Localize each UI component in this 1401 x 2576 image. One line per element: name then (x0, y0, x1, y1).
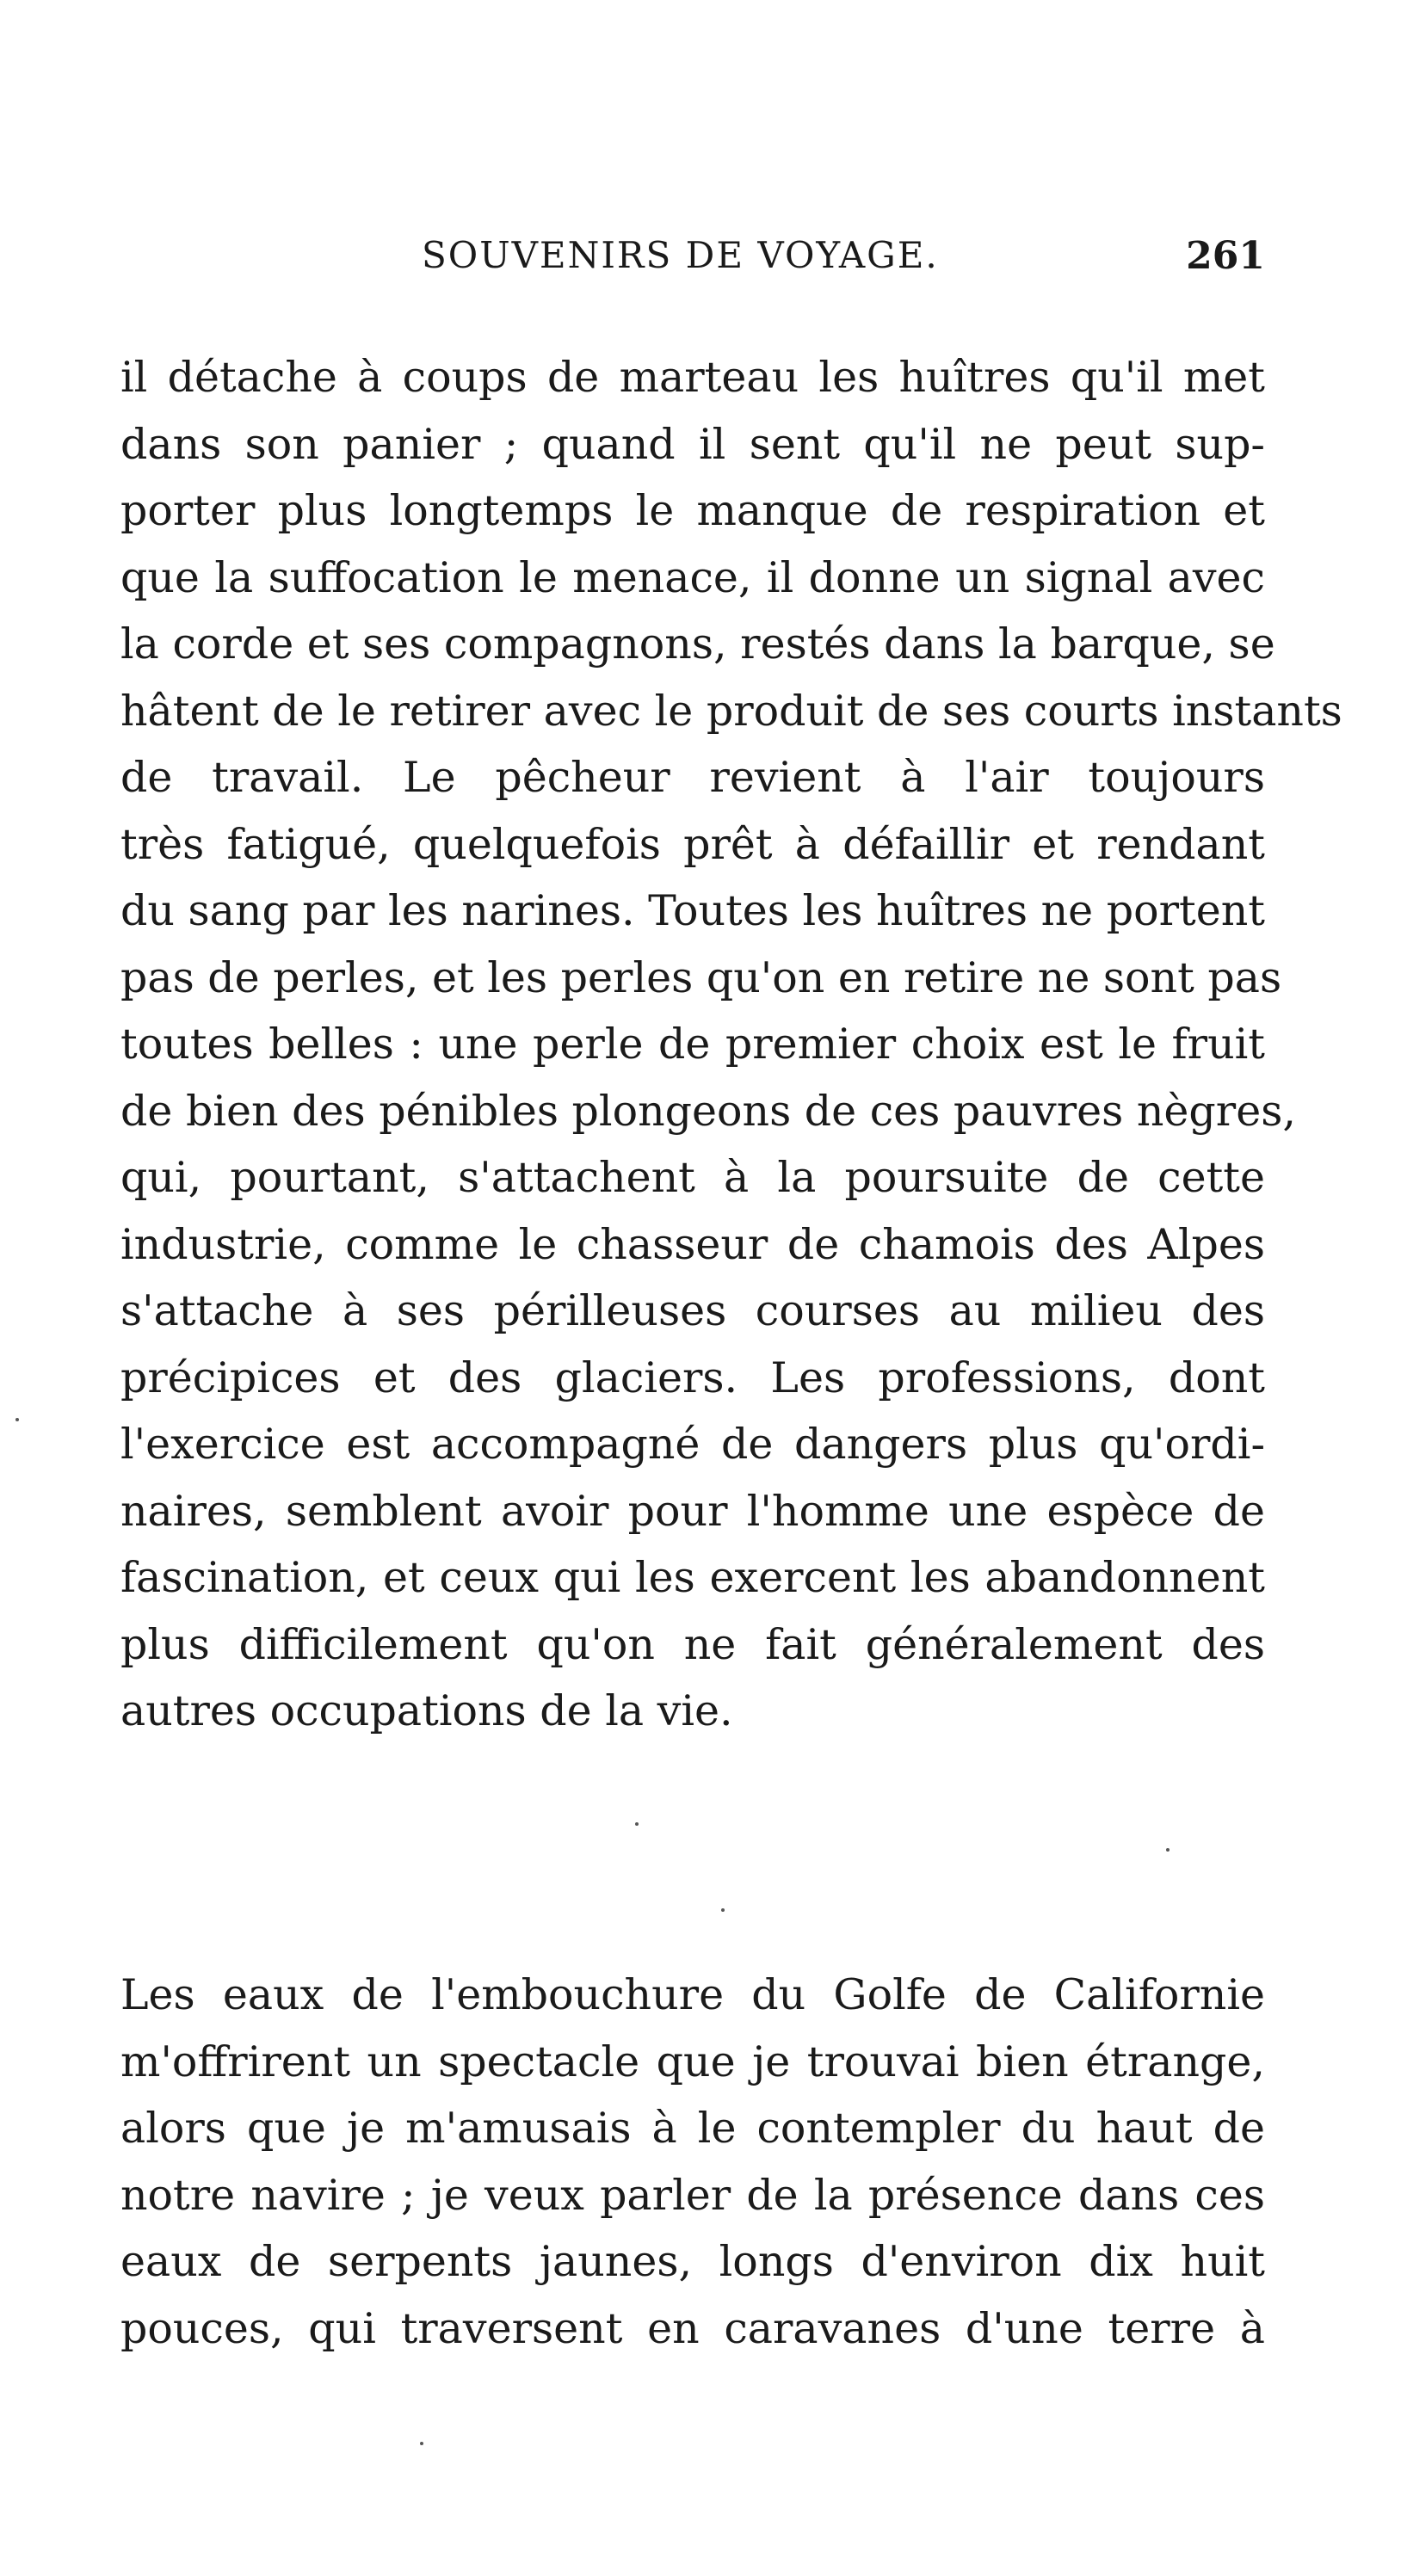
scan-speck (721, 1908, 725, 1912)
text-line: de bien des pénibles plongeons de ces pauvres nègres, (120, 1086, 1296, 1136)
text-line: dans son panier ; quand il sent qu'il ne peut sup- (120, 419, 1265, 469)
text-line: naires, semblent avoir pour l'homme une espèce de (120, 1486, 1265, 1536)
scan-speck (635, 1822, 639, 1826)
text-line: la corde et ses compagnons, restés dans la barque, se (120, 619, 1275, 669)
text-line: s'attache à ses périlleuses courses au milieu des (120, 1286, 1265, 1335)
text-line: toutes belles : une perle de premier choix est le fruit (120, 1020, 1265, 1069)
text-line: qui, pourtant, s'attachent à la poursuite de cette (120, 1153, 1265, 1202)
text-line: il détache à coups de marteau les huîtres qu'il met (120, 353, 1265, 402)
page-number: 261 (1186, 234, 1265, 278)
text-line: fascination, et ceux qui les exercent les abandonnent (120, 1553, 1265, 1602)
text-line: très fatigué, quelquefois prêt à défaillir et rendant (120, 819, 1265, 869)
paragraph-gulf-of-california (120, 1962, 1265, 2362)
text-line: alors que je m'amusais à le contempler du haut de (120, 2104, 1265, 2153)
scan-speck (420, 2442, 423, 2445)
text-line: du sang par les narines. Toutes les huîtres ne portent (120, 886, 1265, 935)
text-line: Les eaux de l'embouchure du Golfe de Californie (120, 1970, 1265, 2019)
text-line: l'exercice est accompagné de dangers plus qu'ordi- (120, 1420, 1265, 1469)
scan-speck (1166, 1848, 1170, 1852)
text-line: m'offrirent un spectacle que je trouvai bien étrange, (120, 2037, 1265, 2086)
running-title: SOUVENIRS DE VOYAGE. (422, 234, 939, 276)
text-line: autres occupations de la vie. (120, 1686, 733, 1735)
text-line: eaux de serpents jaunes, longs d'environ dix huit (120, 2237, 1265, 2286)
text-line: notre navire ; je veux parler de la présence dans ces (120, 2170, 1265, 2220)
running-head (120, 234, 1265, 286)
scan-speck (15, 1418, 19, 1421)
text-line: hâtent de le retirer avec le produit de ses courts instants (120, 686, 1342, 736)
text-line: pas de perles, et les perles qu'on en retire ne sont pas (120, 952, 1282, 1002)
text-line: précipices et des glaciers. Les professions, dont (120, 1353, 1265, 1402)
text-line: de travail. Le pêcheur revient à l'air toujours (120, 753, 1265, 802)
text-line: pouces, qui traversent en caravanes d'une terre à (120, 2303, 1265, 2353)
text-line: plus difficilement qu'on ne fait généralement des (120, 1619, 1265, 1669)
text-line: porter plus longtemps le manque de respiration et (120, 486, 1265, 535)
text-line: que la suffocation le menace, il donne un signal avec (120, 552, 1265, 602)
text-line: industrie, comme le chasseur de chamois des Alpes (120, 1219, 1265, 1269)
paragraph-pearl-fishing (120, 344, 1342, 1745)
